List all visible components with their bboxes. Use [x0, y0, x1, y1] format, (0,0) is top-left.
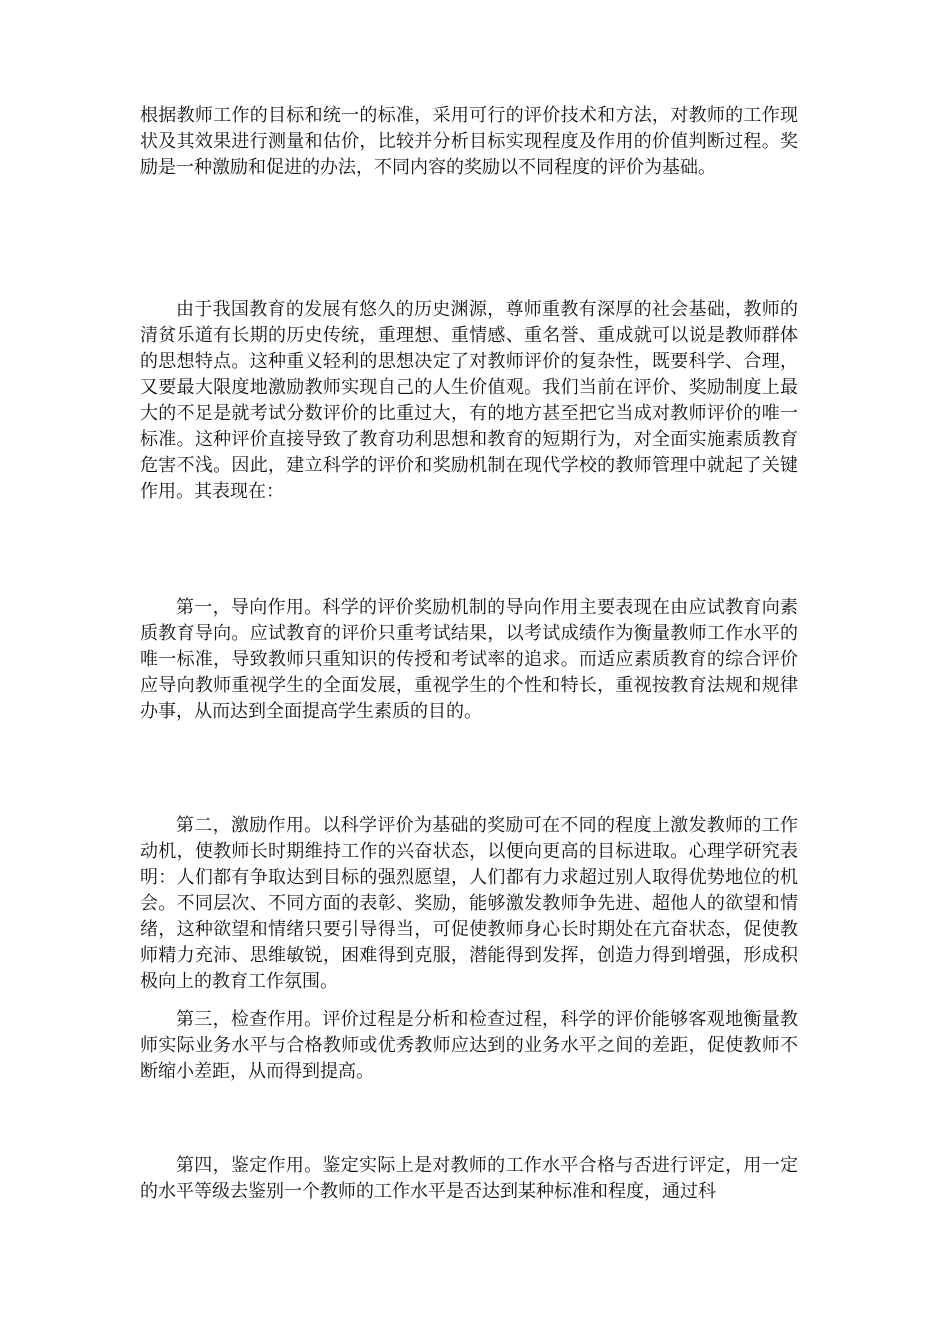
paragraph-incentive-role: 第二，激励作用。以科学评价为基础的奖励可在不同的程度上激发教师的工作动机，使教师长时期维持工作的兴奋状态，以便向更高的目标进取。心理学研究表明：人们都有争取达到目标的强烈愿望，人们都有力求超过别人取得优势地位的机会。不同层次、不同方面的表彰、奖励，能够激发教师争先进、超他人的欲望和情绪，这种欲望和情绪只要引导得当，可促使教师身心长时期处在亢奋状态，促使教师精力充沛、思维敏锐，困难得到克服，潜能得到发挥，创造力得到增强，形成积极向上的教育工作氛围。	[140, 815, 798, 992]
paragraph-inspection-role: 第三，检查作用。评价过程是分析和检查过程，科学的评价能够客观地衡量教师实际业务水平与合格教师或优秀教师应达到的业务水平之间的差距，促使教师不断缩小差距，从而得到提高。	[140, 1009, 798, 1082]
paragraph-intro: 根据教师工作的目标和统一的标准，采用可行的评价技术和方法，对教师的工作现状及其效果进行测量和估价，比较并分析目标实现程度及作用的价值判断过程。奖励是一种激励和促进的办法，不同内容的奖励以不同程度的评价为基础。	[140, 105, 798, 178]
paragraph-background: 由于我国教育的发展有悠久的历史渊源，尊师重教有深厚的社会基础，教师的清贫乐道有长期的历史传统，重理想、重情感、重名誉、重成就可以说是教师群体的思想特点。这种重义轻利的思想决定了对教师评价的复杂性，既要科学、合理，又要最大限度地激励教师实现自己的人生价值观。我们当前在评价、奖励制度上最大的不足是就考试分数评价的比重过大，有的地方甚至把它当成对教师评价的唯一标准。这种评价直接导致了教育功利思想和教育的短期行为，对全面实施素质教育危害不浅。因此，建立科学的评价和奖励机制在现代学校的教师管理中就起了关键作用。其表现在：	[140, 299, 798, 502]
paragraph-appraisal-role: 第四，鉴定作用。鉴定实际上是对教师的工作水平合格与否进行评定，用一定的水平等级去鉴别一个教师的工作水平是否达到某种标准和程度，通过科	[140, 1155, 798, 1202]
paragraph-guidance-role: 第一，导向作用。科学的评价奖励机制的导向作用主要表现在由应试教育向素质教育导向。应试教育的评价只重考试结果，以考试成绩作为衡量教师工作水平的唯一标准，导致教师只重知识的传授和考试率的追求。而适应素质教育的综合评价应导向教师重视学生的全面发展，重视学生的个性和特长，重视按教育法规和规律办事，从而达到全面提高学生素质的目的。	[140, 597, 798, 722]
